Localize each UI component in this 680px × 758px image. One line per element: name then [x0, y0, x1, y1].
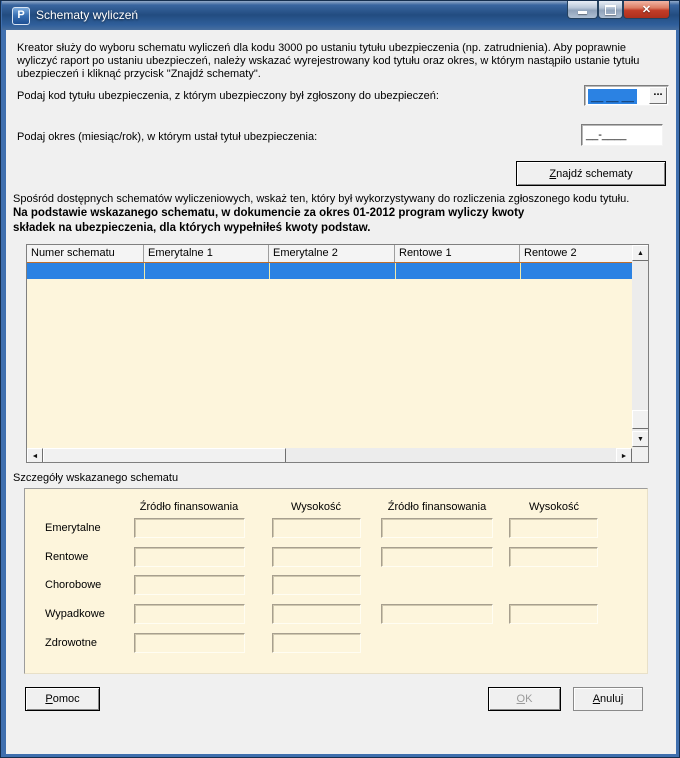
emerytalne-wysokosc-1-field — [272, 518, 361, 538]
scroll-right-icon: ► — [620, 452, 628, 460]
details-title: Szczegóły wskazanego schematu — [13, 472, 179, 484]
emerytalne-wysokosc-2-field — [509, 518, 598, 538]
minimize-button[interactable] — [567, 1, 598, 19]
schemes-table — [26, 244, 649, 463]
ok-button-label: OK — [516, 693, 533, 705]
chorobowe-zrodlo-1-field — [134, 575, 245, 595]
cancel-button[interactable] — [573, 687, 643, 711]
rentowe-zrodlo-1-field — [134, 547, 245, 567]
details-header-zrodlo-2: Źródło finansowania — [387, 501, 487, 513]
maximize-icon — [605, 5, 616, 15]
help-button[interactable] — [25, 687, 100, 711]
app-icon: P — [12, 7, 30, 25]
period-input-mask: __-____ — [586, 129, 627, 141]
browse-button[interactable]: ... — [649, 87, 667, 104]
find-schemes-button[interactable] — [516, 161, 666, 186]
cancel-button-label: Anuluj — [592, 693, 624, 705]
details-header-wysokosc-1: Wysokość — [290, 501, 342, 513]
scroll-left-icon: ◄ — [31, 452, 39, 460]
emerytalne-zrodlo-1-field — [134, 518, 245, 538]
scrollbar-corner — [632, 448, 649, 463]
wypadkowe-wysokosc-2-field — [509, 604, 598, 624]
column-header-numer-schematu: Numer schematu — [27, 245, 144, 262]
vertical-scrollbar[interactable] — [632, 245, 649, 448]
code-input-selected-mask: __ __ __ — [588, 89, 637, 104]
scheme-message-line1: Na podstawie wskazanego schematu, w dokumencie za okres 01-2012 program wyliczy kwoty — [13, 207, 525, 219]
code-input[interactable] — [584, 85, 669, 106]
details-row-label-chorobowe: Chorobowe — [45, 579, 102, 591]
grid-line — [144, 263, 145, 279]
zdrowotne-zrodlo-1-field — [134, 633, 245, 653]
titlebar[interactable] — [2, 1, 680, 30]
ok-button[interactable] — [488, 687, 561, 711]
grid-line — [395, 263, 396, 279]
vertical-scrollbar-thumb[interactable] — [632, 410, 649, 429]
help-button-label: Pomoc — [45, 693, 80, 705]
column-header-emerytalne-2: Emerytalne 2 — [269, 245, 395, 262]
details-row-label-rentowe: Rentowe — [45, 551, 89, 563]
period-label: Podaj okres (miesiąc/rok), w którym ustał tytuł ubezpieczenia: — [17, 131, 318, 143]
close-icon: ✕ — [641, 3, 652, 16]
scroll-up-icon: ▲ — [637, 249, 644, 257]
scroll-right-button[interactable] — [616, 448, 632, 463]
find-schemes-button-label: Znajdź schematy — [549, 167, 633, 180]
scheme-message-line2: składek na ubezpieczenia, dla których wypełniłeś kwoty podstaw. — [13, 222, 371, 234]
emerytalne-zrodlo-2-field — [381, 518, 493, 538]
grid-line — [269, 263, 270, 279]
scroll-left-button[interactable] — [27, 448, 43, 463]
schemes-table-header — [27, 245, 632, 263]
rentowe-zrodlo-2-field — [381, 547, 493, 567]
rentowe-wysokosc-2-field — [509, 547, 598, 567]
chorobowe-wysokosc-1-field — [272, 575, 361, 595]
details-row-label-wypadkowe: Wypadkowe — [45, 608, 105, 620]
schemes-table-body — [27, 279, 632, 448]
zdrowotne-wysokosc-1-field — [272, 633, 361, 653]
column-header-emerytalne-1: Emerytalne 1 — [144, 245, 269, 262]
code-label: Podaj kod tytułu ubezpieczenia, z którym ubezpieczony był zgłoszony do ubezpieczeń: — [17, 90, 439, 102]
wypadkowe-zrodlo-2-field — [381, 604, 493, 624]
wypadkowe-wysokosc-1-field — [272, 604, 361, 624]
period-input[interactable] — [581, 124, 663, 146]
rentowe-wysokosc-1-field — [272, 547, 361, 567]
scroll-down-button[interactable] — [632, 431, 649, 447]
selected-table-row[interactable] — [27, 263, 632, 279]
details-row-label-emerytalne: Emerytalne — [45, 522, 101, 534]
column-header-rentowe-1: Rentowe 1 — [395, 245, 520, 262]
window-title: Schematy wyliczeń — [36, 8, 139, 22]
intro-text: Kreator służy do wyboru schematu wyliczeń dla kodu 3000 po ustaniu tytułu ubezpieczenia (np. zatrudnienia). Aby poprawnie wyliczyć raport po ustaniu ubezpieczeń, należy wskazać wyrejestrowany kod tytułu oraz okres, w którym nastąpiło ustanie tytułu ubezpieczeń i kliknąć przycisk "Znajdź schematy". — [17, 42, 640, 80]
details-header-wysokosc-2: Wysokość — [528, 501, 580, 513]
details-header-zrodlo-1: Źródło finansowania — [139, 501, 239, 513]
close-button[interactable] — [623, 1, 670, 19]
wypadkowe-zrodlo-1-field — [134, 604, 245, 624]
grid-line — [520, 263, 521, 279]
scheme-hint: Spośród dostępnych schematów wyliczeniowych, wskaż ten, który był wykorzystywany do rozliczenia zgłoszonego kodu tytułu. — [13, 193, 630, 205]
details-row-label-zdrowotne: Zdrowotne — [45, 637, 97, 649]
scroll-up-button[interactable] — [632, 245, 649, 261]
horizontal-scrollbar-thumb[interactable] — [43, 448, 286, 463]
scroll-down-icon: ▼ — [637, 435, 644, 443]
horizontal-scrollbar[interactable] — [27, 448, 632, 463]
column-header-rentowe-2: Rentowe 2 — [524, 247, 577, 259]
minimize-icon — [578, 11, 587, 14]
maximize-button[interactable] — [598, 1, 623, 19]
